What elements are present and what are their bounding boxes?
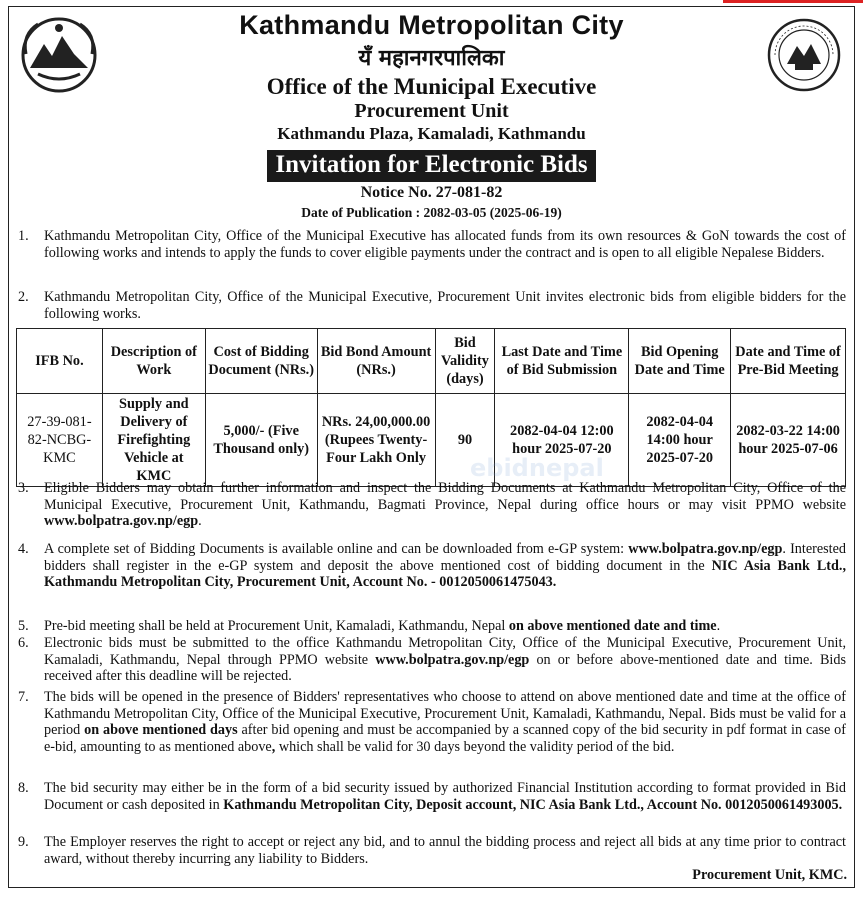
notice-number: Notice No. 27-081-82	[360, 184, 503, 201]
cell-bid-bond: NRs. 24,00,000.00 (Rupees Twenty-Four Lakh Only	[317, 394, 435, 487]
paragraph-text: Kathmandu Metropolitan City, Office of the Municipal Executive has allocated funds from its own resources & GoN towards the cost of following works and intends to apply the funds to cover eligible payments under the contract and is open to all eligible Nepalese Bidders.	[44, 228, 846, 261]
paragraph-number: 3.	[18, 480, 29, 496]
title-banner	[0, 150, 863, 182]
header-ifb-no: IFB No.	[17, 329, 103, 394]
header-last-date: Last Date and Time of Bid Submission	[495, 329, 629, 394]
unit-name: Procurement Unit	[354, 100, 509, 122]
paragraph-number: 2.	[18, 289, 29, 305]
emphasis-text: on above mentioned date and time	[508, 618, 717, 634]
cell-prebid: 2082-03-22 14:00 hour 2025-07-06	[731, 394, 846, 487]
paragraph-text-3: which shall be valid for 30 days beyond the validity period of the bid.	[275, 738, 675, 755]
paragraph-number: 5.	[18, 618, 29, 634]
cell-ifb-no: 27-39-081-82-NCBG-KMC	[17, 394, 103, 487]
watermark: ebidnepal	[470, 454, 604, 482]
paragraph-text: Kathmandu Metropolitan City, Office of the Municipal Executive, Procurement Unit invites electronic bids from eligible bidders for the following works.	[44, 289, 846, 322]
website-link[interactable]: www.bolpatra.gov.np/egp	[628, 541, 783, 557]
top-red-strip	[723, 0, 863, 3]
paragraph-5	[18, 618, 846, 635]
paragraph-6	[18, 635, 846, 685]
emphasis-comma: ,	[271, 738, 276, 755]
city-name-nepali: यँ महानगरपालिका	[358, 46, 505, 71]
paragraph-text: A complete set of Bidding Documents is available online and can be downloaded from e-GP system:	[44, 541, 629, 557]
cell-opening: 2082-04-04 14:00 hour 2025-07-20	[629, 394, 731, 487]
paragraph-number: 1.	[18, 228, 29, 244]
publication-date: Date of Publication : 2082-03-05 (2025-06-19)	[301, 205, 562, 220]
header-validity: Bid Validity (days)	[435, 329, 495, 394]
paragraph-text: The Employer reserves the right to accept or reject any bid, and to annul the bidding process and reject all bids at any time prior to contract award, without thereby incurring any liability to Bidders.	[44, 834, 846, 867]
table-header-row	[17, 329, 846, 394]
paragraph-number: 9.	[18, 834, 29, 850]
paragraph-3	[18, 480, 846, 530]
bank-account-text: NIC Asia Bank Ltd., Kathmandu Metropolitan City, Procurement Unit, Account No. - 0012050061475043.	[44, 557, 846, 590]
paragraph-2	[18, 289, 846, 322]
signature: Procurement Unit, KMC.	[692, 867, 847, 883]
paragraph-text: The bid security may either be in the form of a bid security issued by authorized Financial Institution according to format provided in Bid Document or cash deposited in	[44, 780, 846, 813]
header-description: Description of Work	[102, 329, 205, 394]
city-name: Kathmandu Metropolitan City	[239, 10, 624, 40]
paragraph-text-2: after bid opening and must be accompanied by a scanned copy of the bid security in pdf format in case of e-bid, amounting to as mentioned above	[44, 722, 847, 755]
paragraph-4	[18, 541, 846, 591]
paragraph-end: .	[198, 513, 202, 529]
header-prebid: Date and Time of Pre-Bid Meeting	[731, 329, 846, 394]
cell-last-date: 2082-04-04 12:00 hour 2025-07-20	[495, 394, 629, 487]
cell-cost: 5,000/- (Five Thousand only)	[205, 394, 317, 487]
paragraph-text-2: . Interested bidders shall register in the e-GP system and deposit the above mentioned cost of bidding document in the	[44, 541, 846, 574]
paragraph-number: 7.	[18, 689, 29, 705]
cell-validity: 90	[435, 394, 495, 487]
paragraph-9	[18, 834, 846, 867]
paragraph-number: 8.	[18, 780, 29, 796]
emphasis-text: on above mentioned days	[84, 722, 238, 738]
header-cost: Cost of Bidding Document (NRs.)	[205, 329, 317, 394]
paragraph-text: Pre-bid meeting shall be held at Procurement Unit, Kamaladi, Kathmandu, Nepal	[44, 618, 509, 634]
website-link[interactable]: www.bolpatra.gov.np/egp	[44, 513, 199, 529]
bid-table	[16, 328, 846, 487]
paragraph-text: The bids will be opened in the presence of Bidders' representatives who choose to attend on above mentioned date and time at the office of Kathmandu Metropolitan City, Office of the Municipal Executive, Procurement Unit, Kamaladi, Kathmandu, Nepal. Bids must be valid for a period	[44, 689, 846, 738]
bank-account-text: Kathmandu Metropolitan City, Deposit account, NIC Asia Bank Ltd., Account No. 0012050061493005.	[223, 796, 843, 813]
header-opening: Bid Opening Date and Time	[629, 329, 731, 394]
header-bid-bond: Bid Bond Amount (NRs.)	[317, 329, 435, 394]
office-name: Office of the Municipal Executive	[266, 74, 597, 99]
paragraph-number: 4.	[18, 541, 29, 557]
cell-description: Supply and Delivery of Firefighting Vehicle at KMC	[102, 394, 205, 487]
notice-title: Invitation for Electronic Bids	[267, 150, 595, 182]
table-row	[17, 394, 846, 487]
paragraph-text: Eligible Bidders may obtain further information and inspect the Bidding Documents at Kathmandu Metropolitan City, Office of the Municipal Executive, Procurement Unit, Kathmandu, Bagmati Province, Nepal during office hours or may visit PPMO website	[44, 480, 846, 513]
paragraph-number: 6.	[18, 635, 29, 651]
paragraph-text: Electronic bids must be submitted to the office Kathmandu Metropolitan City, Office of the Municipal Executive, Procurement Unit, Kamaladi, Kathmandu, Nepal through PPMO website	[44, 635, 846, 668]
paragraph-end: .	[716, 618, 721, 634]
paragraph-7	[18, 689, 846, 755]
paragraph-1	[18, 228, 846, 261]
paragraph-text-2: on or before above-mentioned date and time. Bids received after this deadline will be rejected.	[44, 651, 846, 684]
website-link[interactable]: www.bolpatra.gov.np/egp	[375, 651, 530, 668]
office-address: Kathmandu Plaza, Kamaladi, Kathmandu	[277, 124, 586, 143]
paragraph-8	[18, 780, 846, 813]
